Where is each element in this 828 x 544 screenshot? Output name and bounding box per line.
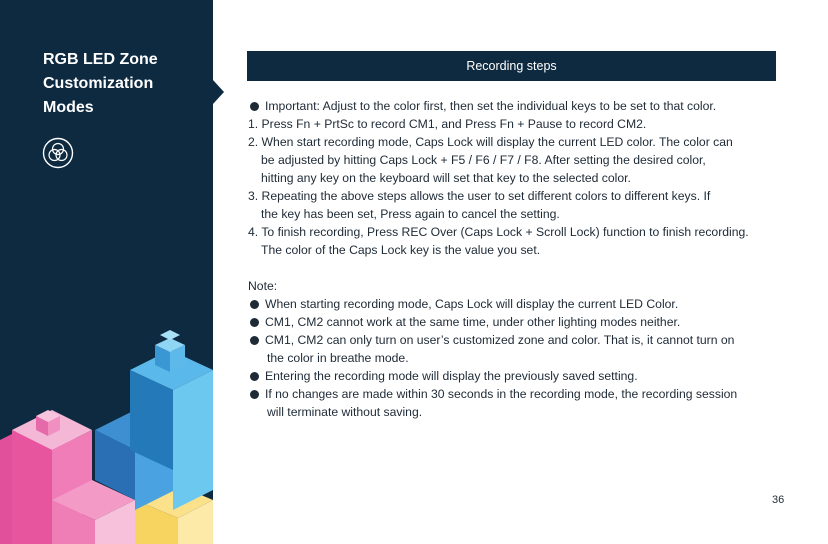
step-line: The color of the Caps Lock key is the value you set.	[261, 243, 541, 257]
step-4	[248, 223, 783, 259]
note-item: Entering the recording mode will display the previously saved setting.	[248, 367, 783, 385]
sidebar-title	[43, 48, 203, 120]
sidebar-title-line: Customization	[43, 75, 154, 92]
note-item-line: If no changes are made within 30 seconds in the recording mode, the recording session	[265, 387, 738, 401]
note-item-line: the color in breathe mode.	[267, 351, 409, 365]
step-line: the key has been set, Press again to cancel the setting.	[261, 207, 560, 221]
step-line: 1. Press Fn + PrtSc to record CM1, and Press Fn + Pause to record CM2.	[248, 117, 647, 131]
step-3	[248, 187, 783, 223]
important-note: Important: Adjust to the color first, then set the individual keys to be set to that color.	[248, 97, 783, 115]
sidebar-pointer	[213, 80, 224, 104]
sidebar-title-line: Modes	[43, 99, 94, 116]
note-item	[248, 385, 783, 421]
note-item: CM1, CM2 cannot work at the same time, under other lighting modes neither.	[248, 313, 783, 331]
note-item-line: CM1, CM2 can only turn on user’s customized zone and color. That is, it cannot turn on	[265, 333, 735, 347]
note-item	[248, 331, 783, 367]
rgb-circles-icon	[42, 137, 74, 169]
page-number: 36	[772, 494, 785, 506]
step-line: 4. To finish recording, Press REC Over (Caps Lock + Scroll Lock) function to finish recording.	[248, 225, 749, 239]
note-label: Note:	[248, 279, 278, 293]
sidebar-title-line: RGB LED Zone	[43, 51, 158, 68]
section-header: Recording steps	[247, 51, 776, 81]
note-item: When starting recording mode, Caps Lock will display the current LED Color.	[248, 295, 783, 313]
step-line: 2. When start recording mode, Caps Lock will display the current LED color. The color can	[248, 135, 733, 149]
step-2	[248, 133, 783, 187]
sidebar	[0, 0, 213, 544]
note-item-line: will terminate without saving.	[267, 405, 423, 419]
step-line: hitting any key on the keyboard will set that key to the selected color.	[261, 171, 631, 185]
step-line: be adjusted by hitting Caps Lock + F5 / F6 / F7 / F8. After setting the desired color,	[261, 153, 706, 167]
step-1	[248, 115, 783, 133]
step-line: 3. Repeating the above steps allows the user to set different colors to different keys. If	[248, 189, 711, 203]
content	[248, 97, 783, 421]
